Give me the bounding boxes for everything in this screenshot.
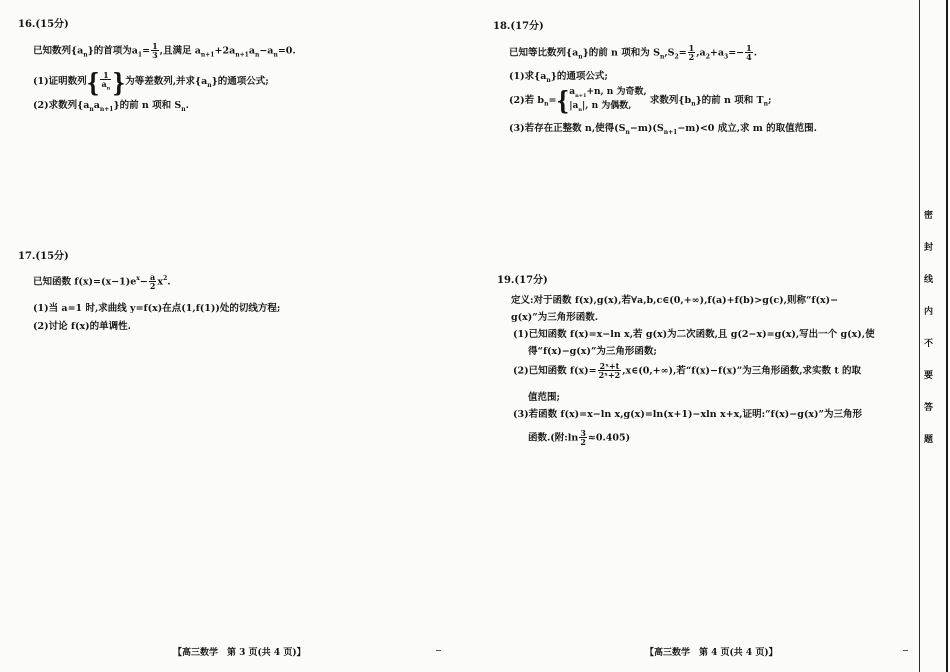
q19-frac-3-2: $\frac{3}{2}$ [580,428,586,448]
q16-frac-1-3: $\frac{1}{3}$ [152,41,158,61]
q17-header: 17.(15分) [18,251,69,262]
margin-char: 不 [924,339,934,349]
q19-part3-1: (3)若函数 f(x)=x−ln x,g(x)=ln(x+1)−xln x+x,证明:“f(x)−g(x)”为三角形 [513,409,862,420]
q18-cases: $a_{n+1}+n$, n 为奇数, $|a_n|$, n 为偶数, [569,87,647,114]
margin-char: 内 [924,307,934,317]
q18-header: 18.(17分) [493,21,544,32]
q17-part2: (2)讨论 f(x)的单调性. [33,321,131,332]
q18-part1: (1)求$\{a_n\}$的通项公式; [509,71,608,84]
q19-header: 19.(17分) [497,275,548,286]
q16-frac-1-an: $\frac{1}{a_n}$ [101,70,111,92]
q17-frac-a-2: $\frac{a}{2}$ [149,272,156,292]
footer-dash-left [436,650,441,651]
q18-part2: (2)若 $b_n=${ $a_{n+1}+n$, n 为奇数, $|a_n|$, n 为偶数, 求数列$\{b_n\}$的前 n 项和 $T_n$; [509,85,772,116]
footer-page-4: 【高三数学 第 4 页(共 4 页)】 [645,648,778,658]
q19-part3-2: 函数.(附:ln $\frac{3}{2}$ ≈0.405) [528,428,631,448]
margin-char: 密 [924,211,934,221]
q19-def-1: 定义:对于函数 f(x),g(x),若∀a,b,c∈(0,+∞),f(a)+f(b)>g(c),则称“f(x)− [511,295,839,306]
q18-part3: (3)若存在正整数 n,使得$(S_n-m)(S_{n+1}-m)<0$ 成立,求 m 的取值范围. [509,123,817,136]
q19-frac-2x: $\frac{\text{2ˣ+t}}{\text{2ˣ+2}}$ [598,361,621,381]
q19-def-2: g(x)”为三角形函数. [511,312,599,323]
q17-part1: (1)当 a=1 时,求曲线 y=f(x)在点(1,f(1))处的切线方程; [33,303,281,314]
q18-stem: 已知等比数列$\{a_n\}$的前 n 项和为 $S_n,S_2=$ $\frac{1}{2}$ $,a_2+a_3=-$ $\frac{1}{4}$ . [509,43,758,63]
q19-part2: (2)已知函数 f(x)= $\frac{\text{2ˣ+t}}{\text{2ˣ+2}}$ ,x∈(0,+∞),若“f(x)−f(x)”为三角形函数,求实数 t 的取 [513,361,862,381]
margin-char: 封 [924,243,934,253]
footer-page-3: 【高三数学 第 3 页(共 4 页)】 [173,648,306,658]
binding-line [919,0,920,672]
q16-stem-c: ,且满足 a [159,45,201,57]
q19-part2-cont: 值范围; [528,392,561,403]
q16-stem-a: 已知数列{a [33,45,84,57]
q16-stem: 已知数列$\{a_n\}$的首项为$a_1=$ $\frac{1}{3}$ ,且满足 $a_{n+1}+2a_{n+1}a_n-a_n=0$. [33,41,296,61]
margin-char: 答 [924,403,934,413]
page-edge [946,0,948,672]
q16-sub-1: 1 [137,51,143,59]
margin-char: 要 [924,371,934,381]
footer-dash-right [903,650,908,651]
q18-frac-1-2: $\frac{1}{2}$ [688,43,695,63]
q19-part1-1: (1)已知函数 f(x)=x−ln x,若 g(x)为二次函数,且 g(2−x)=g(x),写出一个 g(x),使 [513,329,875,340]
q18-frac-1-4: $\frac{1}{4}$ [746,43,752,63]
q16-header: 16.(15分) [18,19,69,30]
q16-sub-n: n [83,51,88,59]
q16-part2: (2)求数列$\{a_na_{n+1}\}$的前 n 项和 $S_n$. [33,100,189,113]
q17-stem: 已知函数 $f(x)=(x-1)e^x-$ $\frac{a}{2}$ $x^2$. [33,272,171,292]
q19-part1-2: 得“f(x)−g(x)”为三角形函数; [528,346,657,357]
margin-char: 线 [924,275,934,285]
q16-part1: (1)证明数列{ $\frac{1}{a_n}$ }为等差数列,并求$\{a_n\}$的通项公式; [33,66,269,97]
margin-char: 题 [924,435,934,445]
q16-stem-b: }的首项为a [87,45,138,57]
